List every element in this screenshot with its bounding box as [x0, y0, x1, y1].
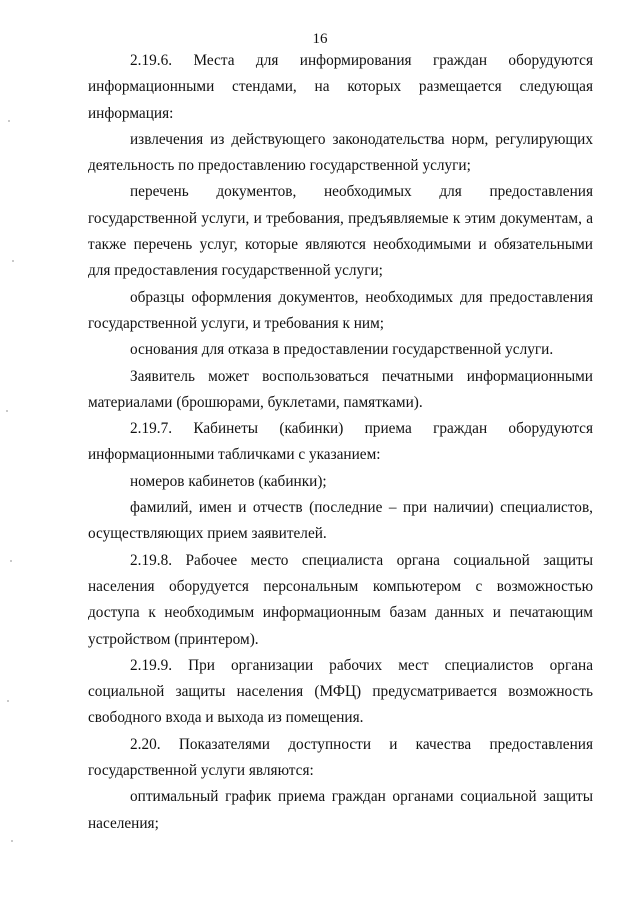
- paragraph-printed-materials: Заявитель может воспользоваться печатными информационными материалами (брошюрами, буклетами, памятками).: [88, 367, 593, 411]
- page-number: 16: [312, 31, 328, 47]
- scan-speck: [10, 560, 12, 562]
- document-body: [88, 48, 593, 837]
- scan-speck: [7, 700, 9, 702]
- scan-speck: [12, 260, 14, 262]
- list-item-room-numbers: номеров кабинетов (кабинки);: [130, 472, 327, 490]
- scan-speck: [8, 120, 10, 122]
- paragraph-2-19-8: 2.19.8. Рабочее место специалиста органа социальной защиты населения оборудуется персональным компьютером с возможностью доступа к необходимым информационным базам данных и печатающим устройством (принтером).: [88, 551, 593, 648]
- paragraph-2-19-6: 2.19.6. Места для информирования граждан оборудуются информационными стендами, на которых размещается следующая информация:: [88, 52, 593, 122]
- scan-speck: [11, 840, 13, 842]
- list-item-refusal-grounds: основания для отказа в предоставлении государственной услуги.: [130, 341, 554, 359]
- paragraph-2-20: 2.20. Показателями доступности и качества предоставления государственной услуги являются:: [88, 735, 593, 780]
- list-item-specialist-names: фамилий, имен и отчеств (последние – при наличии) специалистов, осуществляющих прием заявителей.: [88, 499, 593, 543]
- paragraph-2-19-7: 2.19.7. Кабинеты (кабинки) приема граждан оборудуются информационными табличками с указанием:: [88, 420, 593, 464]
- list-item-document-samples: образцы оформления документов, необходимых для предоставления государственной услуги, и требования к ним;: [88, 288, 593, 332]
- list-item-documents-list: перечень документов, необходимых для предоставления государственной услуги, и требования, предъявляемые к этим документам, а также перечень услуг, которые являются необходимыми и обязательными для предоставления государственной услуги;: [88, 183, 593, 280]
- list-item-reception-schedule: оптимальный график приема граждан органами социальной защиты населения;: [88, 788, 593, 832]
- paragraph-2-19-9: 2.19.9. При организации рабочих мест специалистов органа социальной защиты населения (МФЦ) предусматривается возможность свободного входа и выхода из помещения.: [88, 656, 593, 727]
- list-item-law-extracts: извлечения из действующего законодательства норм, регулирующих деятельность по предоставлению государственной услуги;: [88, 130, 593, 175]
- scan-speck: [6, 410, 8, 412]
